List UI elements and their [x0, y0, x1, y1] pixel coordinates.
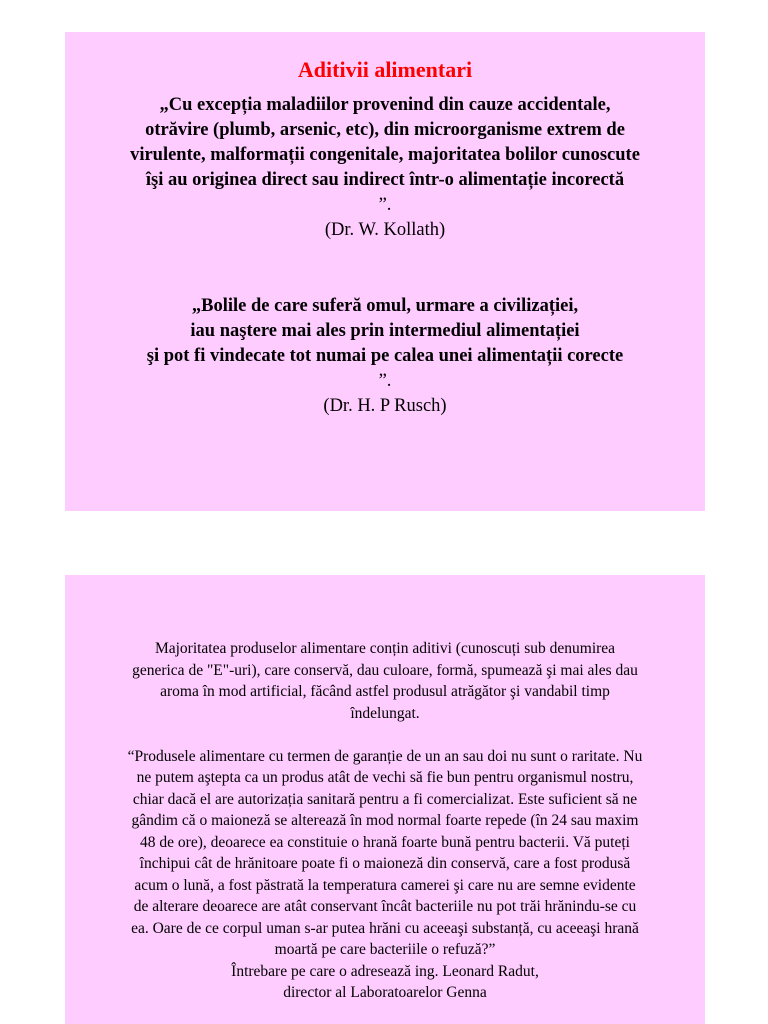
paragraph-line: ea. Oare de ce corpul uman s-ar putea hrăni cu aceeaşi substanță, cu aceeaşi hrană: [131, 919, 639, 937]
quote-line: [65, 168, 705, 193]
quote-line: „Bolile de care suferă omul, urmare a civilizației,: [191, 296, 579, 316]
paragraph-line: închipui cât de hrănitoare poate fi o maioneză din conservă, care a fost produsă: [139, 855, 631, 872]
quote-closing: ”.: [378, 195, 392, 215]
quote-line: „Cu excepția maladiilor provenind din cauze accidentale,: [159, 95, 611, 115]
attribution-line: Întrebare pe care o adresează ing. Leonard Radut,: [231, 962, 539, 980]
quote-line: iau naştere mai ales prin intermediul alimentației: [190, 321, 580, 341]
slide-1: [65, 32, 705, 511]
paragraph-additives: [65, 638, 705, 724]
paragraph-line: moartă pe care bacteriile o refuză?”: [274, 941, 496, 958]
paragraph-line: generica de "E"-uri), care conservă, dau culoare, formă, spumează şi mai ales dau: [132, 661, 638, 679]
paragraph-line: de alterare deoarece are atât conservant încât bacteriile nu pot trăi hrănindu-se cu: [133, 898, 637, 915]
quote-author: (Dr. W. Kollath): [324, 220, 446, 240]
quote-line-text: îşi au originea direct sau indirect într-o alimentație incorectă: [145, 170, 625, 190]
paragraph-line: gândim că o maioneză se alterează în mod normal foarte repede (în 24 sau maxim: [131, 812, 639, 829]
paragraph-line: “Produsele alimentare cu termen de garanție de un an sau doi nu sunt o raritate. Nu: [127, 747, 643, 765]
paragraph-line: chiar dacă el are autorizația sanitară pentru a fi comercializat. Este suficient să ne: [132, 790, 638, 808]
paragraph-line: îndelungat.: [350, 704, 420, 722]
attribution-line: director al Laboratoarelor Genna: [283, 984, 487, 1001]
paragraph-line: 48 de ore), deoarece ea constituie o hrană foarte bună pentru bacterii. Vă puteți: [140, 833, 630, 851]
quote-line: otrăvire (plumb, arsenic, etc), din microorganisme extrem de: [145, 120, 625, 140]
paragraph-line: Majoritatea produselor alimentare conțin aditivi (cunoscuți sub denumirea: [154, 640, 616, 657]
paragraph-line: aroma în mod artificial, făcând astfel produsul atrăgător şi vandabil timp: [160, 683, 610, 700]
quote-kollath: [65, 93, 705, 243]
paragraph-radut-quote: [65, 746, 705, 1004]
quote-rusch: [65, 294, 705, 419]
quote-closing: ”.: [378, 371, 392, 391]
quote-line: virulente, malformații congenitale, majoritatea bolilor cunoscute: [130, 145, 640, 165]
quote-line: [65, 344, 705, 369]
paragraph-line: ne putem aştepta ca un produs atât de vechi să fie bun pentru organismul nostru,: [136, 769, 634, 786]
quote-line-text: şi pot fi vindecate tot numai pe calea unei alimentații corecte: [146, 346, 624, 366]
slide-2: [65, 575, 705, 1024]
slide-title: Aditivii alimentari: [297, 57, 473, 82]
paragraph-spacer: [65, 724, 705, 746]
quote-author: (Dr. H. P Rusch): [323, 396, 447, 416]
paragraph-line: acum o lună, a fost păstrată la temperatura camerei şi care nu are semne evidente: [134, 876, 636, 894]
